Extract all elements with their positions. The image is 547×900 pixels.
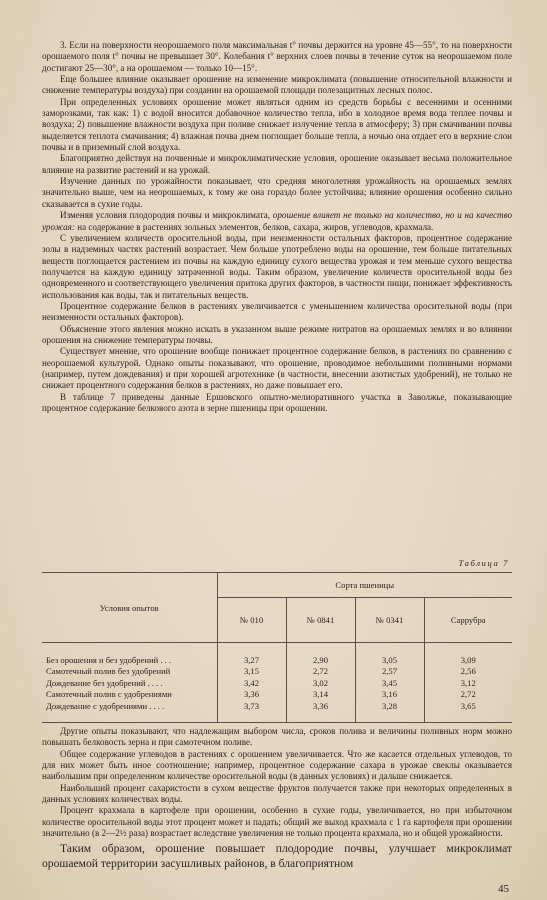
table-cell: 3,36	[243, 689, 260, 700]
table-label: Таблица 7	[458, 558, 509, 568]
paragraph-part: Изменяя условия плодородия почвы и микроклимата,	[60, 210, 271, 221]
paragraph: Процентное содержание белков в растениях увеличивается с уменьшением количества оросительной воды (при неизменности остальных факторов).	[42, 300, 512, 323]
column-group-header: Сорта пшеницы	[217, 573, 512, 598]
table-cell: 2,56	[460, 666, 476, 677]
paragraph: Еще большее влияние оказывает орошение на изменение микроклимата (повышение относительной влажности и снижение температуры воздуха) при создании на орошаемой площади полезащитных лесных полос.	[42, 74, 512, 96]
paragraph	[42, 210, 512, 233]
values-cell	[286, 643, 355, 723]
paragraph: При определенных условиях орошение может являться одним из средств борьбы с весенними и осенними заморозками, так как: 1) с водой вносится добавочное количество тепла, ибо в холодное время вода теплее почвы и воздуха; 2) повышение влажности воздуха при поливе снижает излучение тепла в атмосферу; 3) при смачивании почвы выделяется теплота смачивания; 4) влажная почва днем поглощает больше тепла, а ночью она отдает его в верхние слои почвы и в приземный слой воздуха.	[42, 96, 512, 153]
table-cell: 2,90	[312, 655, 329, 665]
column-header-conditions: Условия опытов	[42, 573, 217, 643]
table-cell: Без орошения и без удобрений . . .	[46, 655, 172, 665]
column-header-variety: № 010	[217, 598, 286, 643]
paragraph: В таблице 7 приведены данные Ершовского опытно-мелиоративного участка в Заволжье, показывающие процентное содержание белкового азота в зерне пшеницы при орошении.	[42, 391, 512, 413]
paragraph: Благоприятно действуя на почвенные и микроклиматические условия, орошение оказывает весьма положительное влияние на развитие растений и на урожай.	[42, 153, 512, 175]
table-cell: 3,45	[381, 677, 398, 688]
body-text-top	[42, 40, 512, 414]
table-cell: Дождевание с удобрениями . . . .	[46, 700, 165, 711]
paragraph: Другие опыты показывают, что надлежащим выбором числа, сроков полива и величины поливных норм можно повышать белковость зерна и при самотечном поливе.	[42, 726, 512, 748]
table-cell: 3,16	[381, 689, 398, 700]
table-cell: 3,02	[312, 677, 329, 688]
table-cell: 3,09	[460, 655, 476, 665]
paragraph: Процент крахмала в картофеле при орошении, особенно в сухие годы, увеличивается, но при избыточном количестве оросительной воды этот процент может и падать; общий же выход крахмала с 1 га картофеля при орошении значительно (в 2—2½ раза) возрастает вследствие увеличения не только процента крахмала, но и общей урожайности.	[42, 805, 512, 839]
table-cell: Самотечный полив с удобрениями	[46, 689, 172, 700]
table-cell: 3,73	[243, 700, 260, 711]
values-cell	[217, 643, 286, 723]
table-cell: 3,14	[312, 689, 329, 700]
paragraph: Наибольший процент сахаристости в сухом веществе фруктов получается также при некоторых определенных в данных условиях количествах воды.	[42, 782, 512, 805]
paragraph: Объяснение этого явления можно искать в указанном выше режиме нитратов на орошаемых землях и во влиянии орошения на снижение температуры почвы.	[42, 323, 512, 345]
column-header-variety: № 0841	[286, 598, 355, 643]
table-cell: 2,72	[460, 689, 476, 700]
table-cell: 3,15	[243, 666, 260, 677]
column-header-variety: Саррубра	[424, 598, 512, 643]
table-cell: 3,36	[312, 700, 329, 711]
table-body-row	[42, 643, 512, 723]
paragraph: 3. Если на поверхности неорошаемого поля максимальная t° почвы держится на уровне 45—55°, то на поверхности орошаемого поля t° почвы не превышает 30°. Колебания t° верхних слоев почвы в течение суток на неорошаемом поле достигают 25—30°, а на орошаемом — только 10—15°.	[42, 40, 512, 73]
paragraph: Изучение данных по урожайности показывает, что средняя многолетняя урожайность на орошаемых землях значительно выше, чем на неорошаемых, к тому же она гораздо более устойчива; влияние орошения особенно сильно сказывается в сухие годы.	[42, 176, 512, 209]
values-cell	[355, 643, 424, 723]
column-header-variety: № 0341	[355, 598, 424, 643]
table-cell: 2,72	[312, 666, 329, 677]
table-cell: 3,27	[243, 655, 260, 665]
data-table	[42, 572, 512, 723]
body-text-large	[42, 842, 512, 871]
body-text-bottom	[42, 726, 512, 839]
table-cell: 3,05	[381, 655, 398, 665]
paragraph-part: на содержание в растениях зольных элементов, белков, сахара, жиров, углеводов, крахмала.	[77, 221, 434, 232]
conditions-cell	[42, 643, 217, 723]
italic-emphasis: орошение влияет не только на количество, но и на качество урожая:	[42, 210, 512, 232]
paragraph: С увеличением количеств оросительной воды, при неизменности остальных факторов, процентное содержание золы в надземных частях растений возрастает. Чем больше употреблено воды на орошение, тем больше питательных веществ поглощается растением из почвы на каждую единицу сухого вещества урожая и тем меньше сухого вещества получается на каждую единицу затраченной воды. Таким образом, увеличение количеств оросительной воды без одновременного и соответствующего увеличения притока других факторов, в частности пищи, понижает эффективность использования как воды, так и питательных веществ.	[42, 232, 512, 300]
paragraph: Существует мнение, что орошение вообще понижает процентное содержание белков, в растениях по сравнению с неорошаемой культурой. Однако опыты показывают, что орошение, проводимое небольшими поливными нормами (например, путем дождевания) и при хорошей агротехнике (в частности, внесении азотистых удобрений), не только не снижает процентного содержания белков в растениях, но даже повышает его.	[42, 346, 512, 391]
table-cell: 3,42	[243, 677, 260, 688]
page-number: 45	[498, 883, 509, 895]
table-cell: 3,65	[460, 700, 476, 711]
paragraph: Таким образом, орошение повышает плодородие почвы, улучшает микроклимат орошаемой территории засушливых районов, в благоприятном	[42, 842, 512, 870]
table-cell: 3,12	[460, 677, 476, 688]
table-cell: 3,28	[381, 700, 398, 711]
table-cell: Дождевание без удобрений . . . .	[46, 677, 163, 688]
table-cell: 2,57	[381, 666, 398, 677]
table-cell: Самотечный полив без удобрений	[46, 666, 171, 677]
values-cell	[424, 643, 512, 723]
paragraph: Общее содержание углеводов в растениях с орошением увеличивается. Что же касается отдельных углеводов, то для них может быть иное соотношение; например, процентное содержание сахара в урожае свеклы оказывается наибольшим при определенном количестве оросительной воды (в данных условиях) и дальше снижается.	[42, 748, 512, 782]
